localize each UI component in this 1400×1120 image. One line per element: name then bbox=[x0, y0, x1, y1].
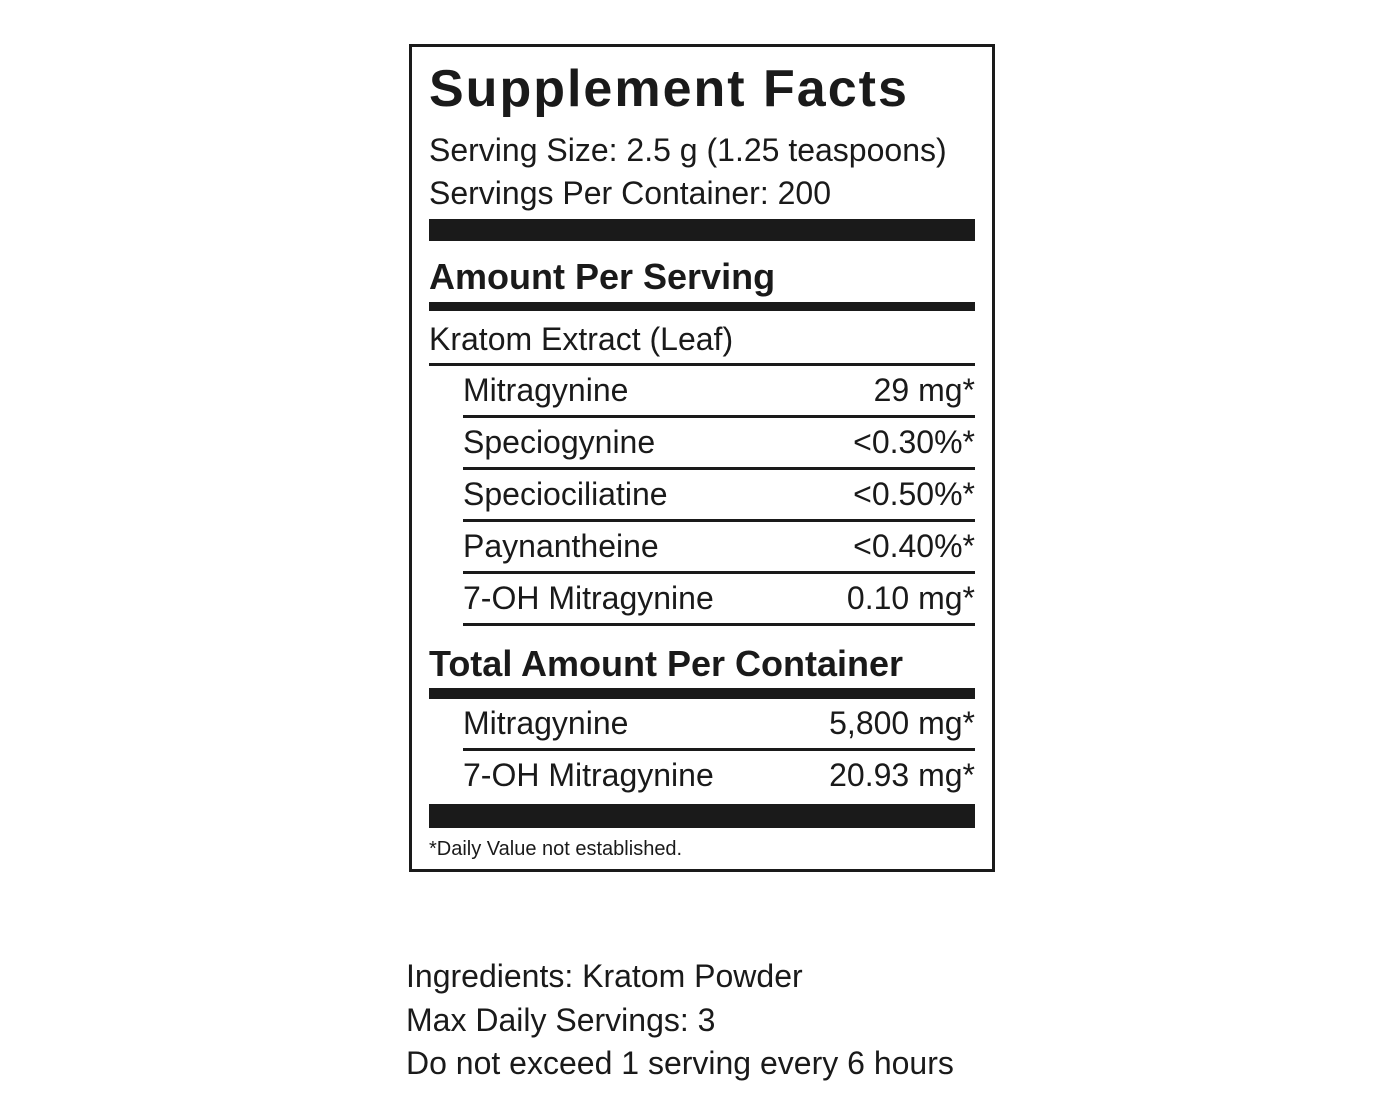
daily-value-footnote: *Daily Value not established. bbox=[429, 838, 683, 860]
servings-per-container: Servings Per Container: 200 bbox=[429, 175, 831, 211]
table-row bbox=[463, 418, 975, 470]
ingredient-name: Mitragynine bbox=[463, 372, 629, 408]
ingredient-name: Speciogynine bbox=[463, 424, 656, 460]
table-row bbox=[463, 574, 975, 626]
medium-divider bbox=[429, 688, 975, 699]
table-row bbox=[463, 470, 975, 522]
extract-label: Kratom Extract (Leaf) bbox=[429, 321, 734, 357]
supplement-facts-panel bbox=[409, 44, 995, 872]
table-row bbox=[463, 751, 975, 803]
medium-divider bbox=[429, 302, 975, 311]
amount-per-serving-heading: Amount Per Serving bbox=[429, 256, 776, 297]
thick-divider bbox=[429, 804, 975, 828]
ingredient-amount: 20.93 mg* bbox=[829, 757, 975, 793]
ingredient-amount: <0.40%* bbox=[853, 528, 975, 564]
ingredient-amount: <0.30%* bbox=[853, 424, 975, 460]
total-per-container-heading: Total Amount Per Container bbox=[429, 643, 904, 684]
ingredient-name: 7-OH Mitragynine bbox=[463, 580, 714, 616]
serving-size: Serving Size: 2.5 g (1.25 teaspoons) bbox=[429, 132, 947, 168]
ingredients-text: Ingredients: Kratom Powder bbox=[406, 958, 803, 994]
max-daily-servings-text: Max Daily Servings: 3 bbox=[406, 1002, 716, 1038]
thick-divider bbox=[429, 219, 975, 241]
ingredient-amount: 5,800 mg* bbox=[829, 705, 975, 741]
panel-title: Supplement Facts bbox=[429, 60, 909, 118]
ingredient-name: Speciociliatine bbox=[463, 476, 668, 512]
ingredient-name: Mitragynine bbox=[463, 705, 629, 741]
dosage-warning-text: Do not exceed 1 serving every 6 hours bbox=[406, 1045, 954, 1081]
table-row bbox=[463, 699, 975, 751]
table-row bbox=[463, 522, 975, 574]
ingredient-amount: 29 mg* bbox=[873, 372, 975, 408]
ingredient-amount: 0.10 mg* bbox=[846, 580, 975, 616]
ingredient-name: Paynantheine bbox=[463, 528, 659, 564]
supplement-facts-content bbox=[429, 47, 975, 869]
ingredient-amount: <0.50%* bbox=[853, 476, 975, 512]
table-row bbox=[463, 366, 975, 418]
ingredient-name: 7-OH Mitragynine bbox=[463, 757, 714, 793]
